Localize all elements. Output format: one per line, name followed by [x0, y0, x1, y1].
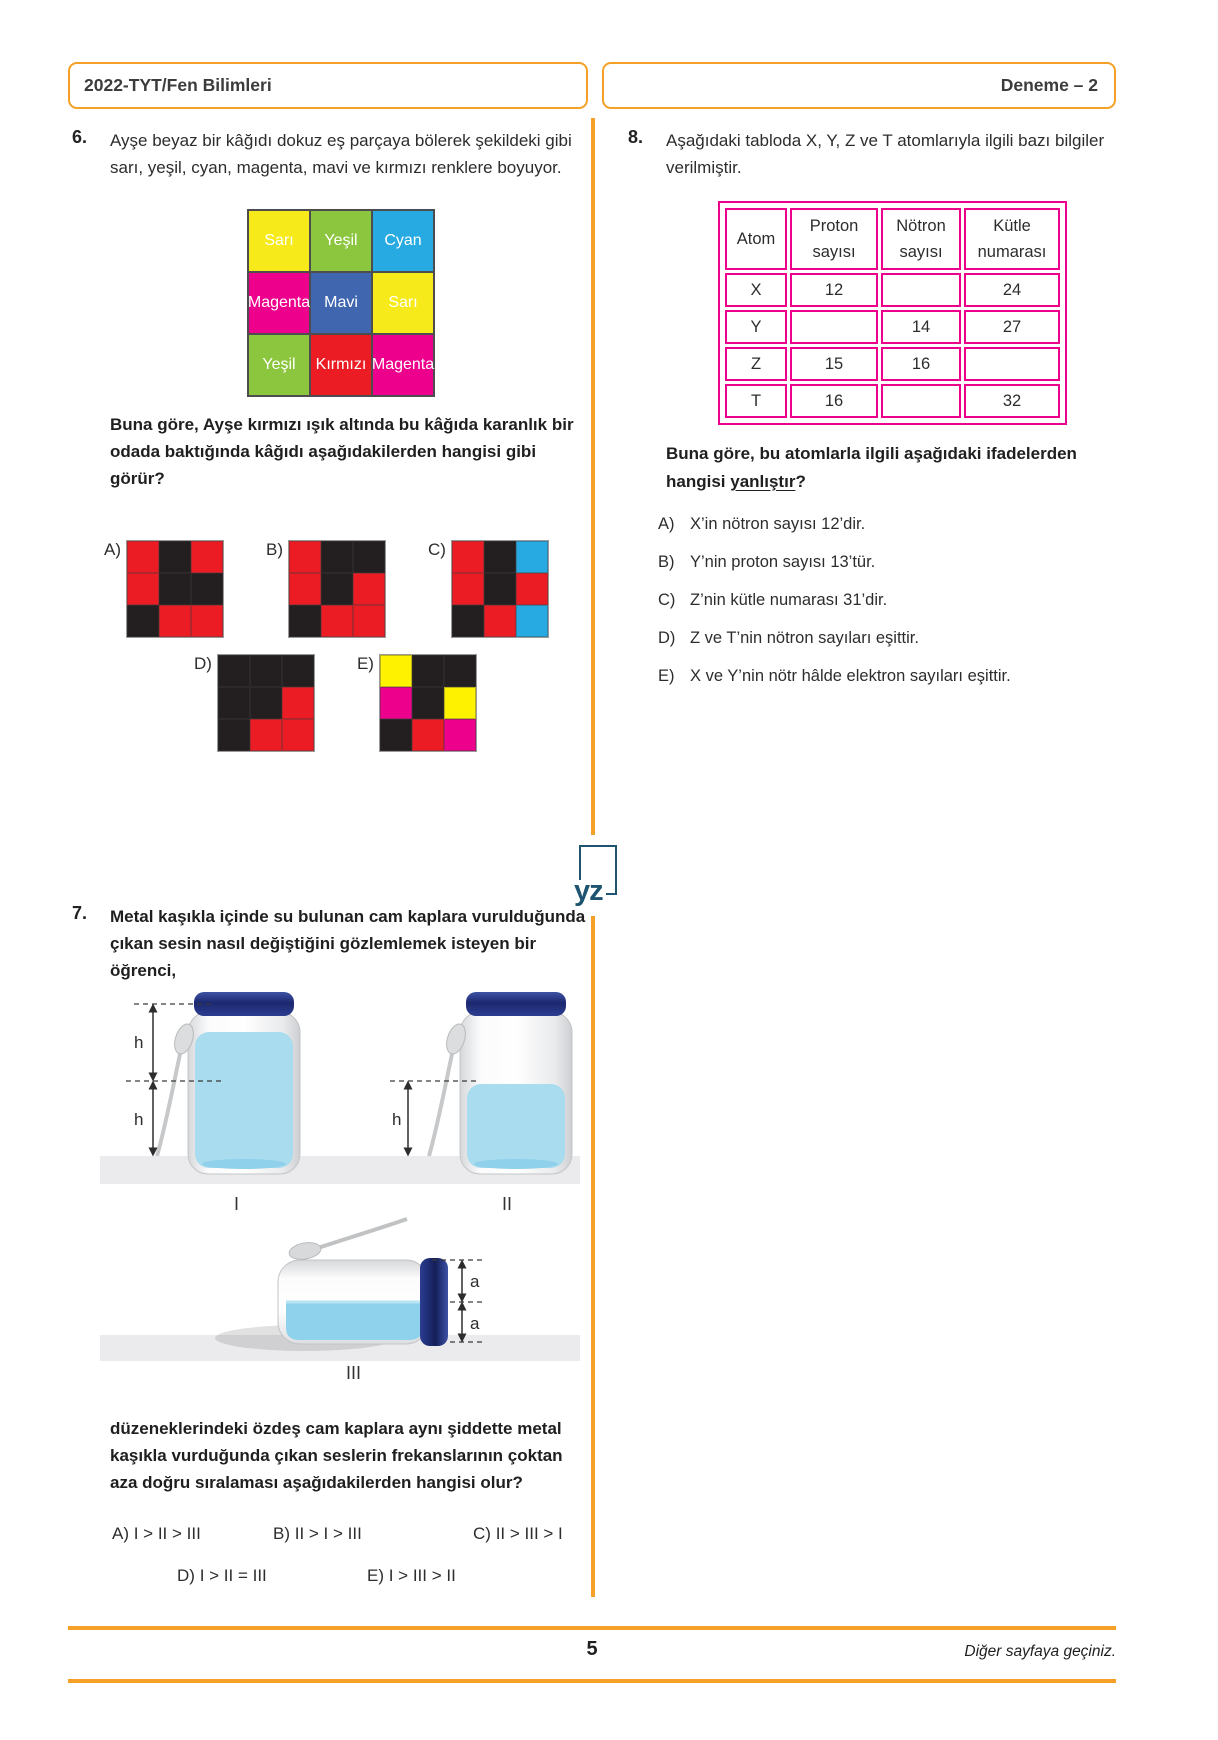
table-row-y: Y 14 27	[725, 310, 1060, 344]
grid-cell	[516, 605, 548, 637]
option-d	[194, 654, 315, 752]
question-6-stem: Buna göre, Ayşe kırmızı ışık altında bu kâğıda karanlık bir odada baktığında kâğıdı aşağıdakilerden hangisi gibi görür?	[110, 415, 574, 488]
grid-cell	[484, 541, 516, 573]
grid-cell: Yeşil	[248, 334, 310, 396]
grid-cell	[218, 719, 250, 751]
jar-2-label: II	[502, 1194, 513, 1214]
grid-cell	[218, 687, 250, 719]
option-b-grid	[288, 540, 386, 638]
a-label: a	[470, 1272, 480, 1291]
spoon-3-icon	[288, 1219, 407, 1262]
grid-cell	[289, 541, 321, 573]
publisher-logo	[574, 845, 617, 907]
atom-table-header-row	[725, 208, 1060, 270]
option-d: D) Z ve T’nin nötron sayıları eşittir.	[658, 629, 919, 647]
grid-cell	[412, 687, 444, 719]
grid-cell: Mavi	[310, 272, 372, 334]
column-divider-bottom	[591, 916, 595, 1597]
option-a-grid	[126, 540, 224, 638]
question-6-options-row-2	[194, 654, 588, 752]
footer-note: Diğer sayfaya geçiniz.	[964, 1643, 1116, 1660]
table-row-x: X 12 24	[725, 273, 1060, 307]
grid-cell	[282, 655, 314, 687]
grid-cell	[353, 605, 385, 637]
grid-cell: Magenta	[248, 272, 310, 334]
a-label: a	[470, 1314, 480, 1333]
grid-cell: Cyan	[372, 210, 434, 272]
table-row-z: Z 15 16	[725, 347, 1060, 381]
grid-cell	[289, 573, 321, 605]
h-label: h	[134, 1110, 144, 1129]
question-8-options	[658, 512, 1120, 688]
grid-cell	[321, 605, 353, 637]
grid-cell	[127, 605, 159, 637]
option-d-letter: D)	[194, 654, 212, 673]
question-7-options	[110, 1524, 588, 1594]
grid-cell	[159, 605, 191, 637]
option-b: B) II > I > III	[273, 1524, 362, 1543]
grid-cell	[127, 541, 159, 573]
grid-cell	[250, 687, 282, 719]
table-row-t: T 16 32	[725, 384, 1060, 418]
footer-rule-bottom	[68, 1679, 1116, 1683]
page-number: 5	[586, 1638, 598, 1660]
jar-3-lid	[420, 1258, 448, 1346]
option-a-letter: A)	[104, 540, 121, 559]
option-b: B) Y’nin proton sayısı 13’tür.	[658, 553, 876, 571]
option-a: A) I > II > III	[112, 1524, 201, 1543]
header-exam-title-label: 2022-TYT/Fen Bilimleri	[84, 75, 272, 95]
option-b	[266, 540, 386, 638]
option-c-grid	[451, 540, 549, 638]
grid-cell	[127, 573, 159, 605]
question-6-number: 6.	[72, 127, 88, 147]
question-8-intro: Aşağıdaki tabloda X, Y, Z ve T atomlarıyla ilgili bazı bilgiler verilmiştir.	[666, 131, 1105, 177]
grid-cell	[452, 573, 484, 605]
question-7-number: 7.	[72, 903, 88, 923]
col-header-proton: Proton sayısı	[790, 208, 878, 270]
question-6	[72, 127, 588, 752]
header-test-name-label: Deneme – 2	[1000, 75, 1098, 95]
grid-cell	[353, 541, 385, 573]
grid-cell	[484, 573, 516, 605]
header-test-name	[602, 62, 1116, 109]
grid-cell	[159, 573, 191, 605]
question-8	[628, 127, 1120, 702]
grid-cell: Sarı	[248, 210, 310, 272]
grid-cell	[289, 605, 321, 637]
option-c: C) II > III > I	[473, 1524, 563, 1543]
grid-cell	[250, 719, 282, 751]
grid-cell	[159, 541, 191, 573]
question-6-color-grid	[247, 209, 435, 397]
option-b-letter: B)	[266, 540, 283, 559]
atom-table	[718, 201, 1067, 425]
underlined-word: yanlıştır	[730, 472, 796, 491]
option-e	[357, 654, 477, 752]
grid-cell	[380, 719, 412, 751]
grid-cell	[380, 687, 412, 719]
option-a: A) X’in nötron sayısı 12’dir.	[658, 515, 866, 533]
grid-cell	[282, 687, 314, 719]
jar-1-label: I	[234, 1194, 240, 1214]
question-8-number: 8.	[628, 127, 644, 147]
grid-cell	[452, 605, 484, 637]
h-label: h	[134, 1033, 144, 1052]
grid-cell	[191, 541, 223, 573]
question-6-intro: Ayşe beyaz bir kâğıdı dokuz eş parçaya bölerek şekildeki gibi sarı, yeşil, cyan, magenta, mavi ve kırmızı renklere boyuyor.	[110, 131, 572, 177]
grid-cell	[282, 719, 314, 751]
grid-cell	[516, 573, 548, 605]
grid-cell	[444, 687, 476, 719]
question-7	[72, 903, 588, 1594]
option-e-grid	[379, 654, 477, 752]
grid-cell	[321, 573, 353, 605]
publisher-logo-text: yz	[574, 880, 606, 903]
option-c: C) Z’nin kütle numarası 31’dir.	[658, 591, 888, 609]
option-c-letter: C)	[428, 540, 446, 559]
question-7-stem: düzeneklerindeki özdeş cam kaplara aynı şiddette metal kaşıkla vurduğunda çıkan seslerin frekanslarının çoktan aza doğru sıralaması aşağıdakilerden hangisi olur?	[110, 1419, 563, 1492]
grid-cell: Kırmızı	[310, 334, 372, 396]
option-d-grid	[217, 654, 315, 752]
option-e: E) X ve Y’nin nötr hâlde elektron sayıları eşittir.	[658, 667, 1011, 685]
footer-rule-top	[68, 1626, 1116, 1630]
question-7-intro: Metal kaşıkla içinde su bulunan cam kaplara vurulduğunda çıkan sesin nasıl değiştiğini gözlemlemek isteyen bir öğrenci,	[110, 907, 586, 980]
jar-2-half-water	[460, 992, 572, 1174]
grid-cell	[412, 655, 444, 687]
col-header-notron: Nötron sayısı	[881, 208, 961, 270]
grid-cell: Magenta	[372, 334, 434, 396]
h-label: h	[392, 1110, 402, 1129]
question-8-stem: Buna göre, bu atomlarla ilgili aşağıdaki ifadelerden hangisi yanlıştır?	[666, 444, 1077, 491]
jar-3-label: III	[346, 1363, 362, 1383]
grid-cell	[218, 655, 250, 687]
grid-cell	[191, 605, 223, 637]
option-d: D) I > II = III	[177, 1566, 267, 1585]
option-e: E) I > III > II	[367, 1566, 456, 1585]
jar-3-horizontal	[278, 1258, 448, 1346]
option-a	[104, 540, 224, 638]
grid-cell	[250, 655, 282, 687]
col-header-atom: Atom	[725, 208, 787, 270]
option-e-letter: E)	[356, 654, 374, 673]
grid-cell	[516, 541, 548, 573]
grid-cell	[321, 541, 353, 573]
grid-cell	[484, 605, 516, 637]
jar-2-lid	[466, 992, 566, 1016]
question-7-figure	[100, 984, 580, 1389]
grid-cell	[452, 541, 484, 573]
column-divider-top	[591, 118, 595, 835]
grid-cell	[412, 719, 444, 751]
option-c	[428, 540, 549, 638]
grid-cell	[191, 573, 223, 605]
col-header-kutle: Kütle numarası	[964, 208, 1060, 270]
grid-cell: Yeşil	[310, 210, 372, 272]
grid-cell	[444, 719, 476, 751]
grid-cell	[444, 655, 476, 687]
question-6-options-row-1	[104, 540, 588, 638]
grid-cell	[353, 573, 385, 605]
grid-cell	[380, 655, 412, 687]
grid-cell: Sarı	[372, 272, 434, 334]
header-exam-title	[68, 62, 588, 109]
jar-1-full-water	[188, 992, 300, 1174]
